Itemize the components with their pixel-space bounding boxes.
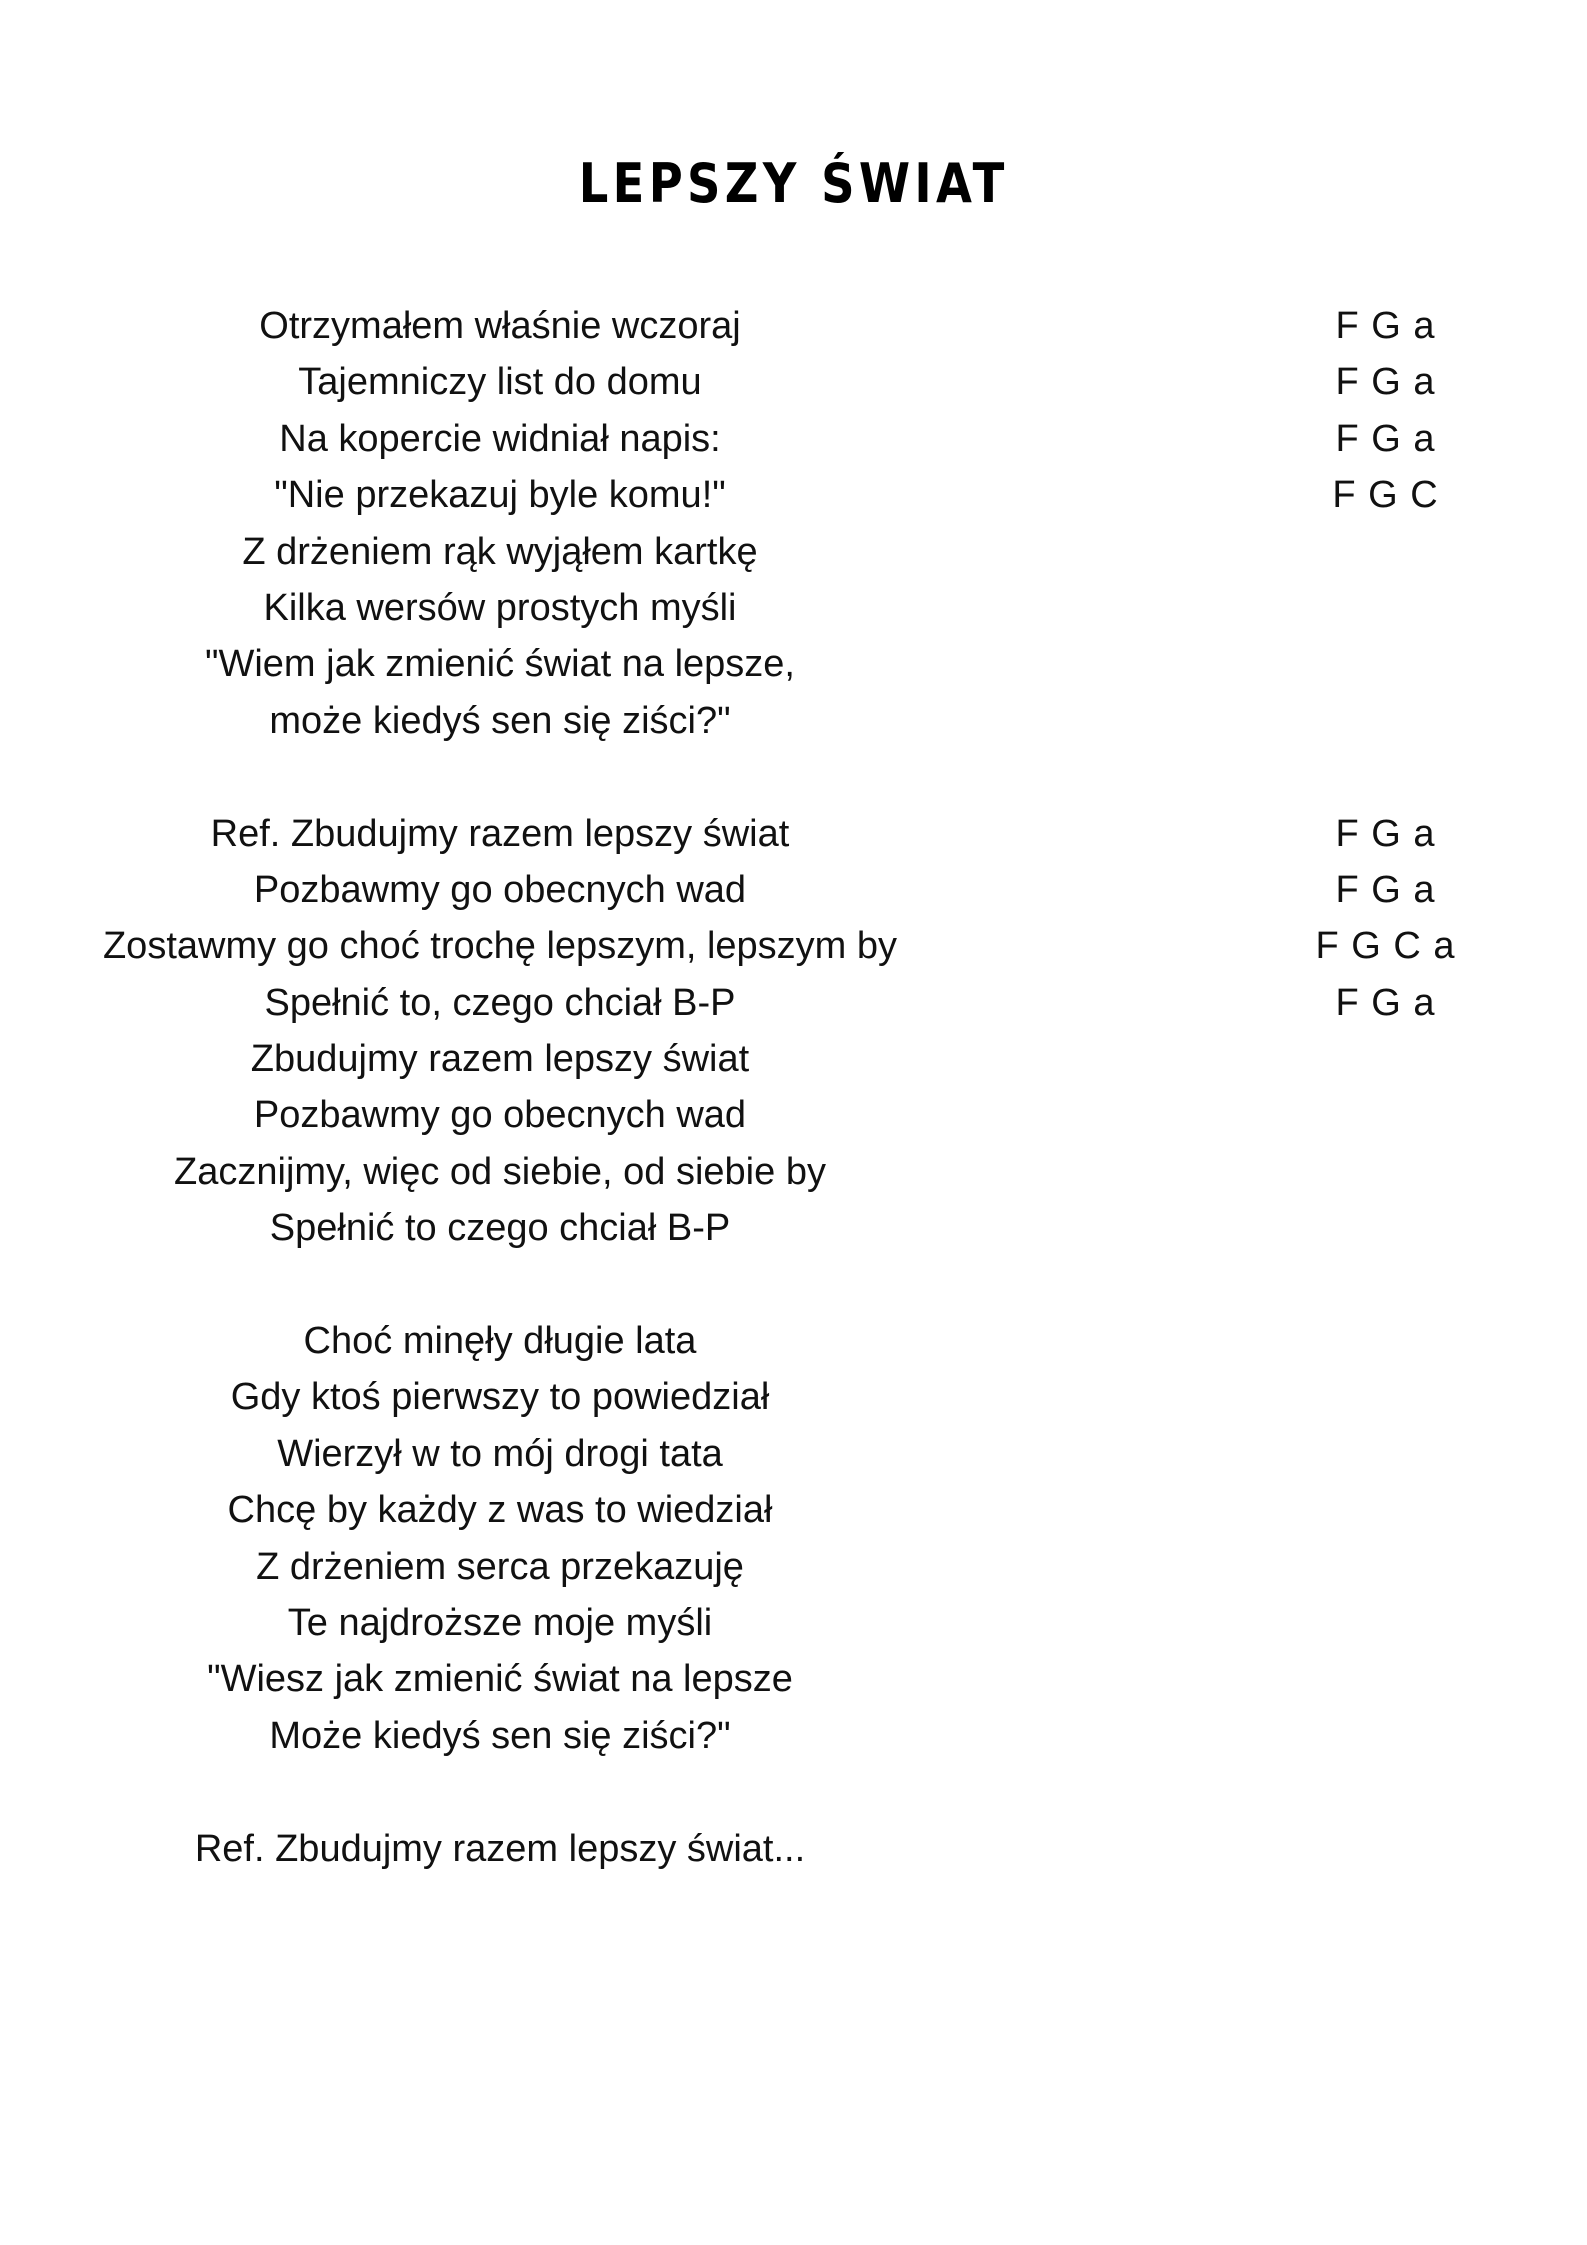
- lyric-line: Tajemniczy list do domu: [298, 361, 702, 404]
- lyric-line: Chcę by każdy z was to wiedział: [227, 1489, 773, 1532]
- chord-line: F G C: [1332, 474, 1438, 517]
- verse-1-chords: [1280, 298, 1490, 524]
- chord-line: F G a: [1335, 361, 1435, 404]
- lyric-line: Pozbawmy go obecnych wad: [253, 1094, 747, 1137]
- lyric-line: Te najdroższe moje myśli: [287, 1601, 713, 1644]
- lyric-line: Gdy ktoś pierwszy to powiedział: [230, 1376, 770, 1419]
- lyric-line: Kilka wersów prostych myśli: [263, 586, 737, 629]
- chord-spacer: [1280, 524, 1490, 580]
- verse-1: [0, 298, 1000, 749]
- stanza-spacer: [0, 749, 1000, 805]
- chord-line: F G a: [1335, 868, 1435, 911]
- lyric-line: Może kiedyś sen się ziści?": [269, 1714, 731, 1757]
- chord-line: F G a: [1335, 417, 1435, 460]
- stanza-spacer: [0, 1257, 1000, 1313]
- lyric-line: Ref. Zbudujmy razem lepszy świat: [210, 812, 790, 855]
- lyric-line: Spełnić to, czego chciał B-P: [264, 981, 736, 1024]
- lyric-line: "Nie przekazuj byle komu!": [274, 474, 726, 517]
- lyric-line: Spełnić to czego chciał B-P: [269, 1207, 731, 1250]
- lyric-line: Z drżeniem serca przekazuję: [256, 1545, 744, 1588]
- chord-spacer: [1280, 749, 1490, 805]
- lyric-line: Choć minęły długie lata: [303, 1320, 697, 1363]
- stanza-spacer: [0, 1764, 1000, 1820]
- lyric-line: Wierzył w to mój drogi tata: [277, 1432, 723, 1475]
- chord-line: F G a: [1335, 981, 1435, 1024]
- chord-spacer: [1280, 580, 1490, 636]
- chord-spacer: [1280, 693, 1490, 749]
- chord-line: F G a: [1335, 812, 1435, 855]
- lyric-line: może kiedyś sen się ziści?": [269, 699, 731, 742]
- song-title: LEPSZY ŚWIAT: [578, 152, 1009, 215]
- chord-line: F G C a: [1315, 925, 1455, 968]
- lyric-line: Na kopercie widniał napis:: [279, 417, 721, 460]
- chord-line: F G a: [1335, 305, 1435, 347]
- lyric-line: "Wiem jak zmienić świat na lepsze,: [204, 643, 795, 686]
- lyrics-column: [0, 298, 1000, 1877]
- lyric-line: Otrzymałem właśnie wczoraj: [259, 305, 741, 347]
- chords-column: [1280, 298, 1490, 1031]
- chorus: [0, 806, 1000, 1257]
- verse-2: [0, 1313, 1000, 1764]
- lyric-line: Zbudujmy razem lepszy świat: [250, 1038, 750, 1081]
- lyric-line: Zostawmy go choć trochę lepszym, lepszym by: [102, 925, 898, 968]
- chorus-chords: [1280, 806, 1490, 1032]
- chord-spacer: [1280, 636, 1490, 692]
- lyric-line: Zacznijmy, więc od siebie, od siebie by: [174, 1150, 826, 1193]
- lyric-line: Pozbawmy go obecnych wad: [253, 868, 747, 911]
- final-chorus-line: Ref. Zbudujmy razem lepszy świat...: [194, 1827, 806, 1870]
- lyric-line: "Wiesz jak zmienić świat na lepsze: [207, 1658, 793, 1701]
- lyric-line: Z drżeniem rąk wyjąłem kartkę: [242, 530, 758, 573]
